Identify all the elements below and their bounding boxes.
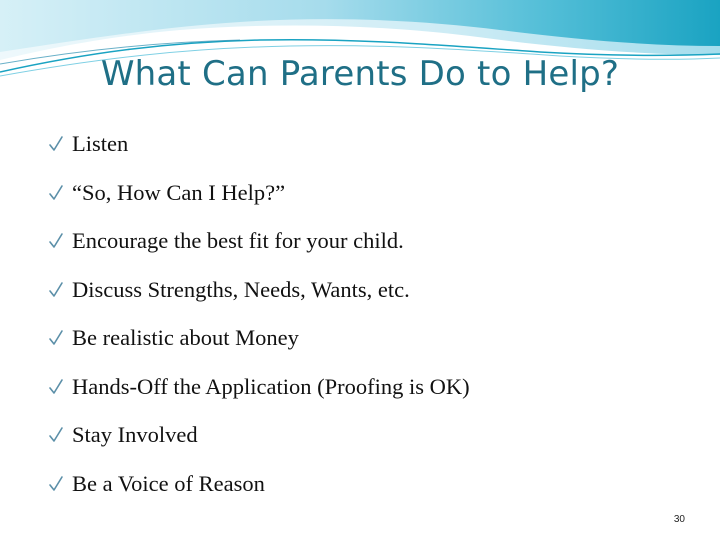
bullet-list (48, 120, 470, 508)
check-icon (48, 135, 64, 153)
bullet-item (48, 314, 470, 363)
bullet-item (48, 411, 470, 460)
bullet-item (48, 120, 470, 169)
check-icon (48, 184, 64, 202)
bullet-text: Encourage the best fit for your child. (72, 228, 404, 254)
slide-title: What Can Parents Do to Help? (100, 54, 620, 94)
check-icon (48, 475, 64, 493)
bullet-text: Stay Involved (72, 422, 198, 448)
check-icon (48, 426, 64, 444)
bullet-item (48, 266, 470, 315)
bullet-item (48, 460, 470, 509)
bullet-item (48, 217, 470, 266)
bullet-item (48, 363, 470, 412)
check-icon (48, 232, 64, 250)
check-icon (48, 329, 64, 347)
bullet-text: Listen (72, 131, 129, 157)
bullet-text: Be realistic about Money (72, 325, 299, 351)
bullet-text: “So, How Can I Help?” (72, 179, 286, 205)
bullet-text: Discuss Strengths, Needs, Wants, etc. (72, 276, 410, 302)
bullet-text: Be a Voice of Reason (72, 470, 265, 496)
bullet-item (48, 169, 470, 218)
page-number: 30 (673, 514, 685, 525)
check-icon (48, 281, 64, 299)
check-icon (48, 378, 64, 396)
bullet-text: Hands-Off the Application (Proofing is OK) (72, 373, 470, 399)
